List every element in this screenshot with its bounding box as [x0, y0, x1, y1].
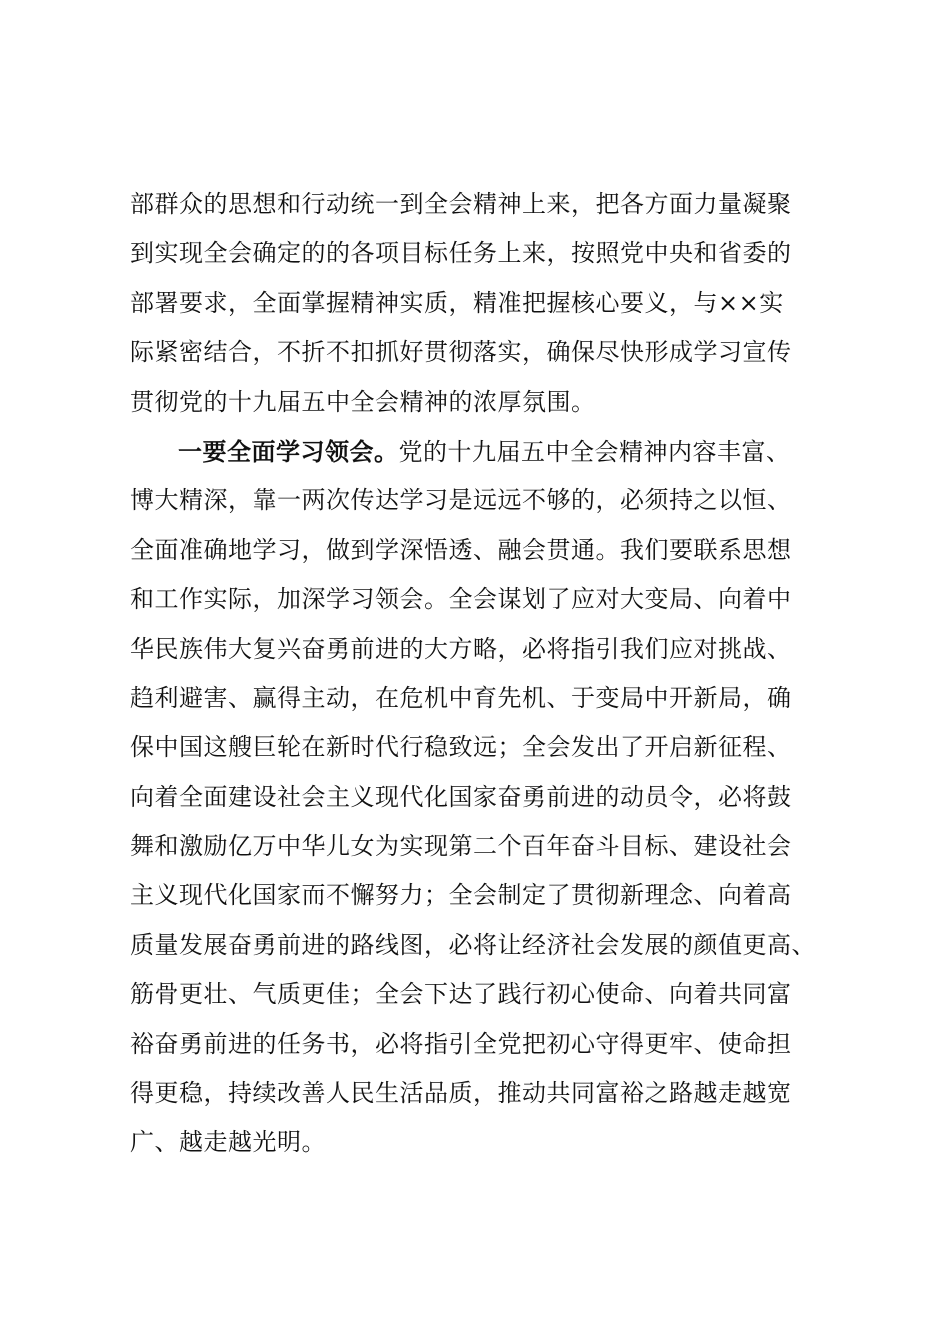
paragraph-2-line: 质量发展奋勇前进的路线图，必将让经济社会发展的颜值更高、 [130, 930, 816, 959]
paragraph-2-line: 得更稳，持续改善人民生活品质，推动共同富裕之路越走越宽 [130, 1079, 792, 1108]
paragraph-2-line: 裕奋勇前进的任务书，必将指引全党把初心守得更牢、使命担 [130, 1029, 792, 1058]
paragraph-2 [130, 427, 850, 1168]
paragraph-1 [130, 180, 850, 427]
paragraph-2-line: 广、越走越光明。 [130, 1128, 326, 1157]
paragraph-1-line: 际紧密结合，不折不扣抓好贯彻落实，确保尽快形成学习宣传 [130, 338, 792, 367]
paragraph-2-line: 趋利避害、赢得主动，在危机中育先机、于变局中开新局，确 [130, 683, 792, 712]
paragraph-2-first-line-text: 党的十九届五中全会精神内容丰富、 [398, 437, 791, 466]
paragraph-2-line: 向着全面建设社会主义现代化国家奋勇前进的动员令，必将鼓 [130, 782, 792, 811]
paragraph-2-line: 华民族伟大复兴奋勇前进的大方略，必将指引我们应对挑战、 [130, 634, 792, 663]
paragraph-2-line: 主义现代化国家而不懈努力；全会制定了贯彻新理念、向着高 [130, 881, 792, 910]
paragraph-2-heading: 一要全面学习领会。 [178, 436, 399, 466]
paragraph-2-line: 筋骨更壮、气质更佳；全会下达了践行初心使命、向着共同富 [130, 980, 792, 1009]
paragraph-1-line: 部群众的思想和行动统一到全会精神上来，把各方面力量凝聚 [130, 190, 792, 218]
paragraph-1-line: 部署要求，全面掌握精神实质，精准把握核心要义，与××实 [130, 288, 784, 317]
paragraph-2-line: 博大精深，靠一两次传达学习是远远不够的，必须持之以恒、 [130, 486, 792, 515]
paragraph-1-line: 贯彻党的十九届五中全会精神的浓厚氛围。 [130, 387, 596, 416]
paragraph-1-line: 到实现全会确定的的各项目标任务上来，按照党中央和省委的 [130, 239, 792, 268]
document-body [130, 180, 850, 1168]
paragraph-2-line: 保中国这艘巨轮在新时代行稳致远；全会发出了开启新征程、 [130, 733, 792, 762]
paragraph-2-line: 舞和激励亿万中华儿女为实现第二个百年奋斗目标、建设社会 [130, 832, 792, 861]
paragraph-2-line: 全面准确地学习，做到学深悟透、融会贯通。我们要联系思想 [130, 535, 792, 564]
paragraph-2-first-line [130, 427, 850, 476]
paragraph-2-line: 和工作实际，加深学习领会。全会谋划了应对大变局、向着中 [130, 585, 792, 614]
